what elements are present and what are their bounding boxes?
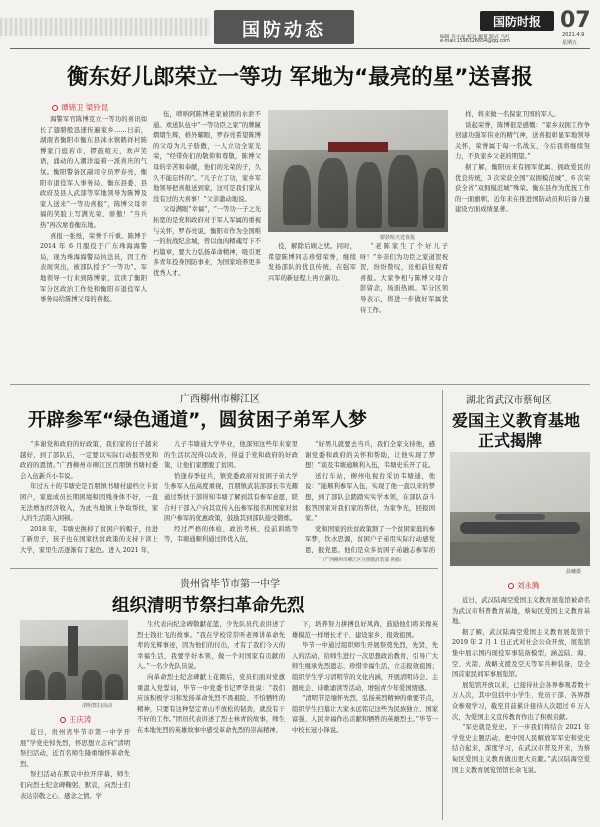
page-number: 07 bbox=[560, 8, 591, 33]
paragraph: 祭扫活动在默哀中拉开序幕，师生们向烈士纪念碑鞠躬、默哀，向烈士们表达崇敬之心、感念之情。学 bbox=[20, 771, 130, 800]
article1-column-3a bbox=[268, 242, 356, 380]
author-mark-icon bbox=[52, 105, 58, 111]
article-divider bbox=[442, 390, 443, 820]
article1-column-4 bbox=[455, 110, 590, 380]
author-mark-icon bbox=[508, 583, 514, 589]
article2-column-2 bbox=[164, 440, 298, 566]
article4-author-name: 王庆涛 bbox=[69, 715, 92, 724]
article3-kicker: 湖北省武汉市蔡甸区 bbox=[466, 395, 552, 406]
paragraph: “军史就是党史。下一步我们将结合 2021 年学党史主题活动，把中国人民解放军军史和党史结合起来，深度学习，在武汉市普及开来，为蔡甸区爱国主义教育做出更大贡献。”武汉陆海空爱国主义教育展览馆馆长余飞说。 bbox=[452, 724, 590, 774]
paragraph: 样，将来做一名保家卫国的军人。 bbox=[465, 111, 560, 118]
article3-author bbox=[508, 580, 540, 591]
article4-column-3 bbox=[292, 620, 438, 824]
article3-photo-caption: 晨曦摄 bbox=[566, 569, 582, 575]
paragraph: “多谢党和政府的好政策，我们家的日子越来越好，到了部队后，一定要以实际行动报答党和政府的恩情。”广西柳州市柳江区百朋镇书塘村委会入伍新兵小韦说。 bbox=[20, 441, 158, 480]
paragraph: 据了解，武汉陆海空爱国主义教育展览馆于 2019 年 2 月 1 日正式对社会公众开放，展览馆集中展示国内现役军事装备模型，涵盖陆、海、空、火箭、战略支援及空天等军兵种装备，是全国首家民间军事展览馆。 bbox=[452, 628, 590, 679]
paragraph: 生代表向纪念碑敬献花篮，少先队员代表讲述了烈士钱壮飞的故事。“我在学校常常听老师讲革命先辈的光辉事迹，因为他们的付出，才有了我们今天的幸福生活，我要学好本领，做一个对国家有贡献的人。”一名少先队员说。 bbox=[137, 621, 285, 671]
paragraph: 近日，贵州省毕节市第一中学开展“学党史悼先烈，怀思想立志向”清明祭扫活动，近百名师生隆重缅怀革命先烈。 bbox=[20, 729, 130, 768]
email-line: e-mail:1596326654@qq.com bbox=[440, 39, 510, 44]
article1-headline: 衡东好儿郎荣立一等功 军地为“最亮的星”送喜报 bbox=[67, 65, 533, 90]
paragraph: “老陈家生了个好儿子呀！”乡亲们为功臣之家道贺祝贺，纷纷赞叹，竞相前往观看喜报。大家争相与陈博父母合影留念，场面热闹。军分区领导表示，将进一步做好军属优待工作。 bbox=[360, 243, 448, 314]
monument-shape bbox=[68, 626, 78, 676]
article1-author bbox=[52, 102, 108, 113]
banner-left-stripe bbox=[0, 18, 210, 36]
article2-column-3 bbox=[305, 440, 435, 558]
paragraph: 伍，唢呐阿陈博老家被团的水泄不通。欢送队伍中“一等功臣之家”的牌匾熠熠生辉，格外耀眼，罗春亮希望陈博的父母为儿子骄傲，一人立功全家光荣，“经带你们的敬仰和尊敬，陈博父母的辛苦和奉献，他们的光荣的子，久久不能忘怀的”。“儿子立了功，家乡军地领导把喜报送到家，这可是我们家从没有过的大喜事！”父亲激动地说。 bbox=[153, 111, 261, 203]
article3-author-name: 刘永腾 bbox=[517, 581, 540, 590]
paragraph: 向革命烈士纪念碑献上花圈后，党员们面对党旗重温入党誓词，毕节一中党委书记罗华贵说：“我们应该积极学习和发扬革命先烈不畏艰险、不怕牺牲的精神，只要有这种坚定青山不放松的韧劲，就没有干不好的工作。”团员代表讲述了烈士林青的故事，师生在本地先烈的英雄故事中感受革命先烈的崇高精神。 bbox=[137, 673, 285, 734]
paragraph: 2018 年，韦塘史换掉了贫困户的帽子，住进了新房子，孩子也在国家扶贫政策的支持下读上大学，家里生活逐渐有了起色。进入 2021 年， bbox=[20, 525, 158, 554]
paragraph: 年过五十的韦塘史是百朋镇书塘村建档立卡贫困户，家庭成员长期困境和因残身体不好，一直无法增加经济收入，为此当地镇上争取帮扶，家人的生活陷入困顿。 bbox=[20, 483, 158, 523]
paragraph: 海警军官陈博克立一等功的喜讯如长了翅膀般迅速传遍家乡……日前，湖南省衡阳市衡东县洣水镇鹤祥村陈博家门庭若市，锣鼓喧天，欢声笑语，涌动的人潮洋溢着一派喜庆的气氛。衡阳警备区副司令员罗春亮，衡阳市退役军人事务局、衡东县委、县政府及县人武部等军地领导为陈博及家人送来“一等功喜报”，陈博父母幸福的笑脸上写满光荣、骄傲！“当兵热”再次席卷衡东地。 bbox=[40, 116, 147, 229]
ground-shape bbox=[450, 542, 590, 566]
article1-column-3b bbox=[360, 242, 448, 380]
paragraph: 经过严格的体检、政治考核、役前训练等等，韦塘通顺利通过择优入伍， bbox=[164, 525, 298, 544]
paper-name: 国防时报 bbox=[492, 15, 541, 29]
paragraph: 役，解除后顾之忧。同时，希望陈博同志珍惜荣誉，继续发扬部队的优良传统，在强军兴军的新征程上再立新功。 bbox=[268, 243, 356, 282]
article3-photo bbox=[450, 452, 590, 566]
paragraph: 送行车站，柳州电视台采访韦塘通，他说：“能顺利参军入伍，实现了他一直以来的梦想，到了部队会踏踏实实学本领，在部队奋斗报答国家对我们家的帮扶，为家争光，回报国家。” bbox=[305, 472, 435, 523]
article1-author-names: 谭锦卫 梁铃昆 bbox=[61, 103, 109, 112]
paragraph: 儿子韦塘通大学毕业，他深知这些年来家里的生活状况得以改善，得益于党和政府的好政策，让他们家摆脱了贫困。 bbox=[164, 441, 298, 470]
masthead-rule bbox=[10, 48, 590, 49]
article4-column-1 bbox=[20, 728, 130, 824]
article4-column-2 bbox=[137, 620, 285, 824]
article2-kicker: 广西柳州市柳江区 bbox=[180, 394, 260, 405]
article3-headline-line1: 爱国主义教育基地 bbox=[452, 411, 581, 430]
section-title: 国防动态 bbox=[242, 20, 326, 41]
article3-column bbox=[452, 596, 590, 824]
article4-photo bbox=[20, 620, 128, 700]
article2-headline: 开辟参军“绿色通道”，圆贫困子弟军人梦 bbox=[28, 410, 367, 431]
article1-column-2 bbox=[153, 110, 261, 380]
paragraph: 喜报一张纸，荣誉千斤重。陈博于 2014 年 6 月服役于广东珠海海警局，现为珠海海警局执法员，因工作表现突出，被部队授予“一等功”。军地领导一行来到陈博家，宣读了衡阳军分区政治工作处和衡阳市退役军人事务局给陈博父母的喜报。 bbox=[40, 232, 147, 304]
article4-headline: 组织清明节祭扫革命先烈 bbox=[112, 596, 305, 616]
paragraph: “好男儿就要去当兵，我们全家支持他，感谢党委和政府的关怀和帮助，让他实现了梦想！”谈及韦塘通顺利入伍，韦塘史乐开了花。 bbox=[305, 441, 435, 470]
article3-headline-line2: 正式揭牌 bbox=[478, 431, 543, 450]
article4-kicker: 贵州省毕节市第一中学 bbox=[180, 579, 280, 590]
paragraph: 据了解，衡阳历来有拥军优属、拥政爱民的优良传统，3 次荣获全国“双拥模范城”、6 次荣获全省“双拥模范城”殊荣。衡东县作为优抚工作的一面旗帜，近年来在推进国防动员和后备力量建设方面成绩显著。 bbox=[455, 163, 590, 214]
aircraft-wing-shape bbox=[495, 514, 545, 520]
date-line: 2021.4.9 bbox=[562, 32, 585, 38]
paragraph: 父母满眼“幸福”，“一等功一子之光拓宽的是党和政府对于军人军属的重视与关怀，罗春亮说，衡阳市作为全国唯一的抗战纪念城，曾以血肉精魂写下不朽篇章，要大力弘扬革命精神，吸引更多青年投身国防事业，为国家培养更多优秀人才。 bbox=[153, 206, 261, 277]
paragraph: 谈起荣誉，陈博很是感慨：“家乡双拥工作争创建功强军伟业的精气神，送喜报彰显军地领导关怀，荣誉属于每一名战友，今后我将继续努力，不负家乡父老的期望。” bbox=[455, 121, 590, 161]
paragraph: 毕节一中通过组织师生开展祭奠先烈，先贤，先人的活动，给师生进行一次思想政治教育，引导广大师生继承先烈遗志、珍惜幸福生活，立志报效祖国；组织学生学习清明节的文化内涵，开展清明诗会、主题班会、诗歌诵读等活动，增强青少年爱国情感。 bbox=[292, 642, 438, 692]
article2-bottom-rule bbox=[10, 568, 438, 569]
paragraph: “清明节是缅怀先烈，弘扬英烈精神的重要节点，组织学生扫墓让大家永远铭记这些为民族独立、国家富强、人民幸福作出贡献和牺牲的英雄烈士。”毕节一中校长冠小锋说。 bbox=[292, 695, 438, 734]
editors-line: 编辑 许小星 校对 谢菁 版式 马红 bbox=[440, 35, 510, 40]
paragraph: 近日，武汉陆海空爱国主义教育展览馆被命名为武汉市科普教育基地，蔡甸区爱国主义教育基地。 bbox=[452, 597, 590, 626]
article1-bottom-rule bbox=[10, 384, 590, 385]
section-banner bbox=[0, 8, 600, 46]
article4-photo-caption: 清明祭扫活动 bbox=[82, 703, 113, 709]
weekday-line: 星期五 bbox=[562, 40, 578, 46]
paragraph: 党和国家的扶贫政策割了一个贫困家庭的参军梦，饮水思源，贫困户子弟用实际行动感党恩，报党恩。他们是众多贫困子弟融志参军的 bbox=[305, 525, 435, 554]
article2-credit: （广西柳州市柳江区百朋镇武装部 供稿） bbox=[320, 558, 405, 563]
article2-column-1 bbox=[20, 440, 158, 566]
paragraph: 下，培养努力拼搏良好风尚，鼓励他们将来像英雄模范一样增长才干、建设家乡、报效祖国。 bbox=[292, 621, 438, 639]
paragraph: 展览馆开放以来，已接待社会各界参观者数十万人次，其中包括中小学生、党员干部、各界群众参观学习，截至目前累计接待人次超过 6 万人次，为爱国主义宣传教育作出了积极贡献。 bbox=[452, 681, 590, 721]
author-mark-icon bbox=[60, 717, 66, 723]
paragraph: 恰逢春季征兵，镇党委政府对贫困子弟大学生参军入伍高度重视，百朋镇武装部部长韦光耀通过帮扶干部得知韦塘了解到其有参军意愿，联合村干部入户向其宣传入伍参军报名和国家对贫困户参军的优惠政策，鼓励其到部队接受锻炼。 bbox=[164, 472, 298, 523]
article4-author bbox=[60, 714, 92, 725]
article1-photo bbox=[268, 110, 448, 232]
article1-column-1 bbox=[40, 115, 147, 380]
aircraft-shape bbox=[460, 522, 580, 534]
article1-photo-caption: 锣鼓喧天送喜报 bbox=[380, 235, 416, 241]
banner-in-photo bbox=[328, 142, 388, 152]
